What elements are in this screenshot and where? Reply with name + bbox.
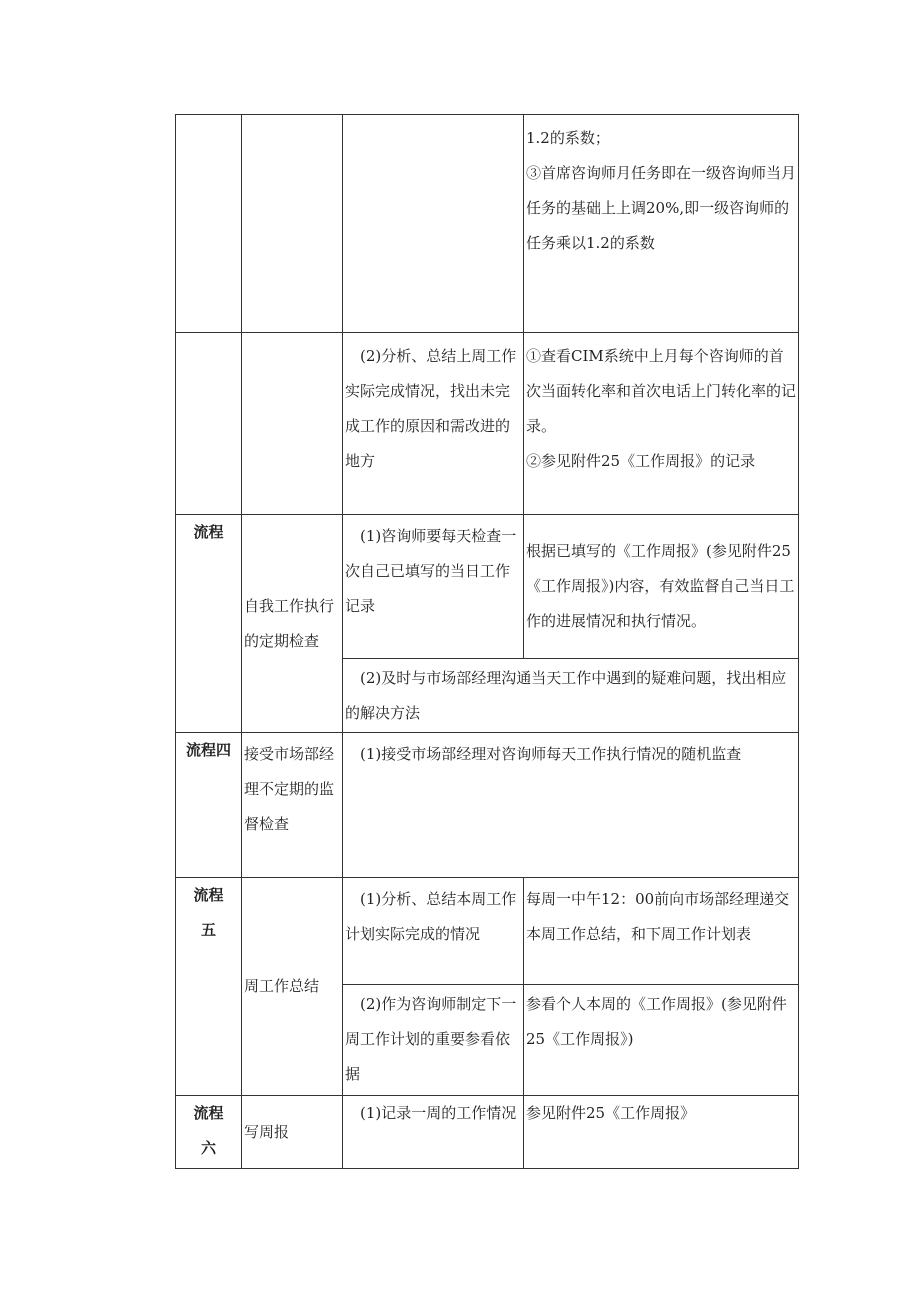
process-table [175, 114, 799, 1169]
table-row [176, 515, 799, 659]
process-item-cell [242, 333, 343, 515]
task-cell [343, 878, 524, 985]
detail-cell [524, 115, 799, 333]
table-row [176, 333, 799, 515]
detail-cell [524, 878, 799, 985]
task-cell [343, 333, 524, 515]
process-label: 流程 [176, 515, 242, 733]
task-cell [343, 115, 524, 333]
detail-text: 参见附件25《工作周报》 [526, 1104, 696, 1122]
detail-text: ①查看CIM系统中上月每个咨询师的首次当面转化率和首次电话上门转化率的记录。 [526, 347, 797, 435]
detail-text: 1.2的系数； [526, 129, 610, 147]
table-row [176, 878, 799, 985]
process-item: 自我工作执行的定期检查 [242, 515, 343, 733]
detail-cell [524, 333, 799, 515]
task-text: (1)咨询师要每天检查一次自己已填写的当日工作记录 [345, 527, 517, 615]
task-cell [343, 659, 799, 733]
task-cell [343, 515, 524, 659]
task-text: (1)接受市场部经理对咨询师每天工作执行情况的随机监查 [360, 745, 742, 763]
task-text: (2)作为咨询师制定下一周工作计划的重要参看依据 [345, 995, 517, 1083]
process-label: 流程 六 [176, 1096, 242, 1169]
task-text: (1)分析、总结本周工作计划实际完成的情况 [345, 890, 517, 943]
task-text: (2)及时与市场部经理沟通当天工作中遇到的疑难问题，找出相应的解决方法 [345, 669, 787, 722]
process-label-cell [176, 115, 242, 333]
detail-text: 每周一中午12：00前向市场部经理递交本周工作总结，和下周工作计划表 [526, 890, 790, 943]
process-label: 流程四 [176, 733, 242, 878]
detail-cell [524, 515, 799, 659]
process-label: 流程 五 [176, 878, 242, 1096]
process-item: 写周报 [242, 1096, 343, 1169]
process-label-cell [176, 333, 242, 515]
task-text: (1)记录一周的工作情况 [360, 1104, 517, 1122]
table-row [176, 1096, 799, 1169]
table-row [176, 733, 799, 878]
detail-text: ②参见附件25《工作周报》的记录 [526, 452, 756, 470]
process-item: 接受市场部经理不定期的监督检查 [242, 733, 343, 878]
task-cell [343, 985, 524, 1096]
detail-text: 参看个人本周的《工作周报》(参见附件25《工作周报》) [526, 995, 787, 1048]
process-item-cell [242, 115, 343, 333]
detail-text: ③首席咨询师月任务即在一级咨询师当月任务的基础上上调20%,即一级咨询师的任务乘以1.2的系数 [526, 164, 797, 252]
detail-cell [524, 985, 799, 1096]
table-row [176, 115, 799, 333]
detail-text: 根据已填写的《工作周报》(参见附件25《工作周报》)内容，有效监督自己当日工作的进展情况和执行情况。 [526, 542, 795, 630]
task-text: (2)分析、总结上周工作实际完成情况，找出未完成工作的原因和需改进的地方 [345, 347, 517, 470]
task-cell [343, 1096, 524, 1169]
detail-cell [524, 1096, 799, 1169]
process-item: 周工作总结 [242, 878, 343, 1096]
task-cell [343, 733, 799, 878]
